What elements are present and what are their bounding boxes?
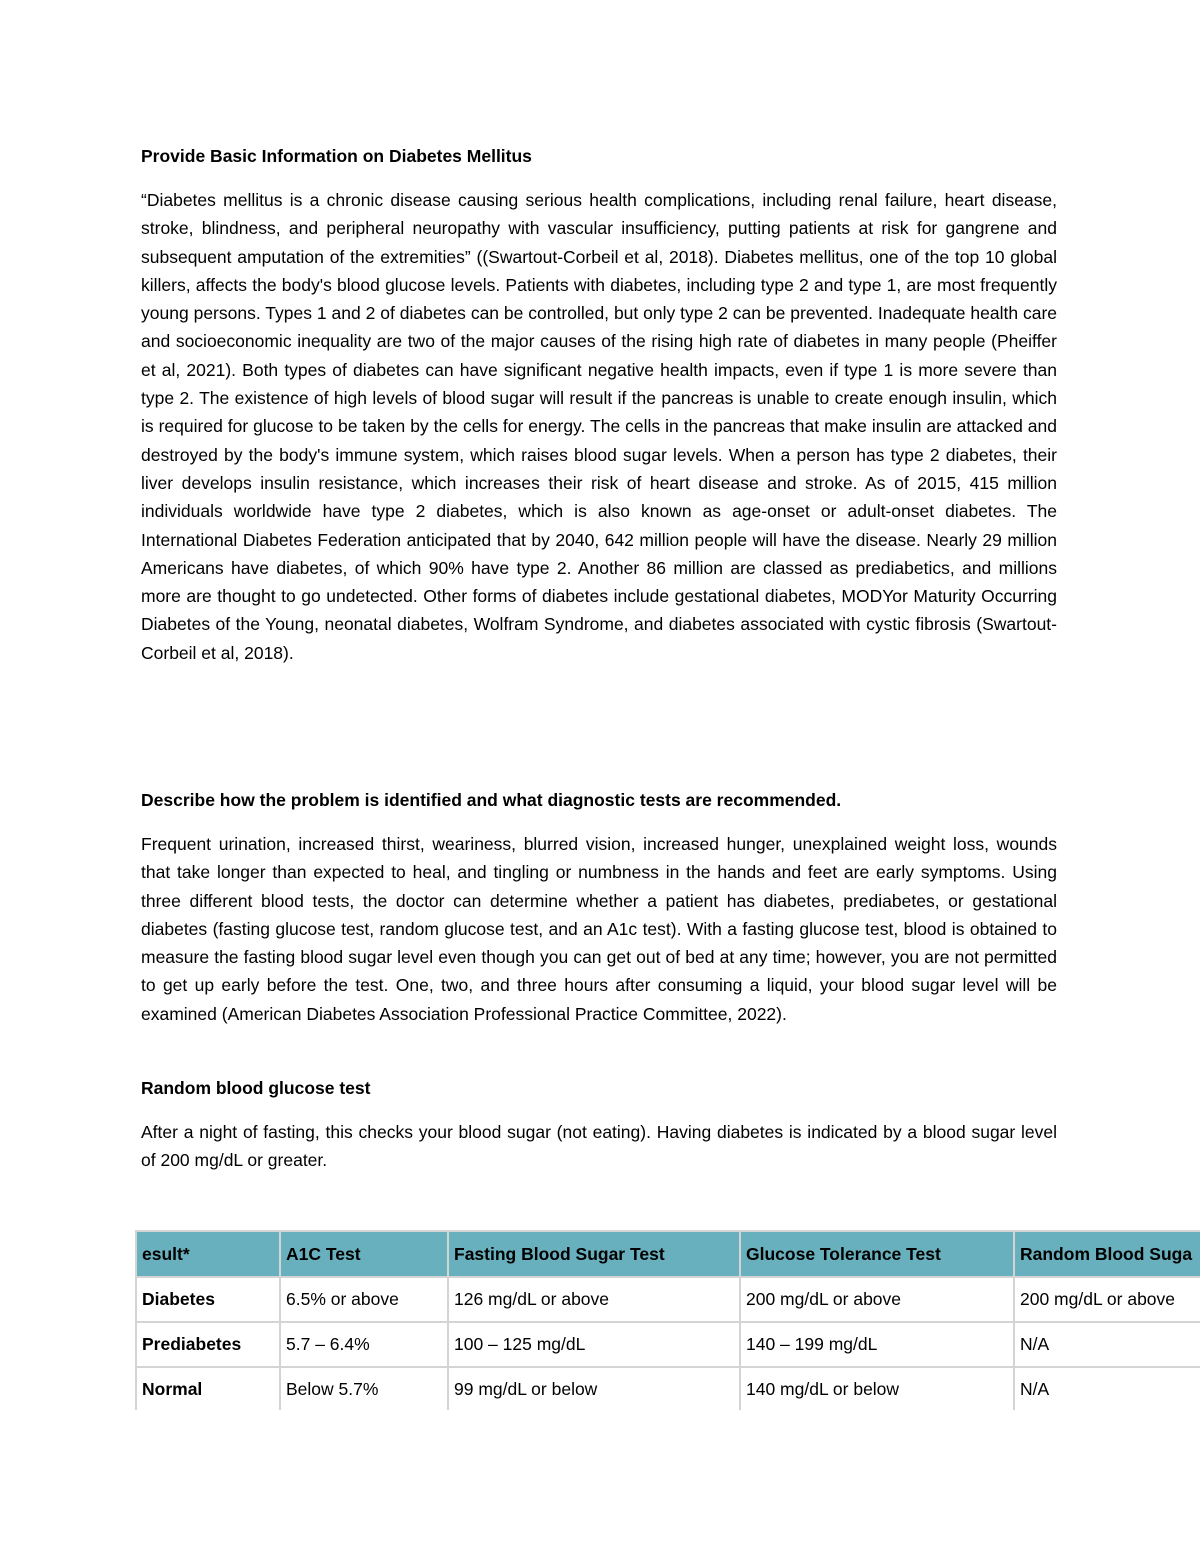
section-heading-basic-info: Provide Basic Information on Diabetes Mellitus — [141, 146, 532, 166]
table-header-row — [136, 1231, 1200, 1277]
section-heading-diagnosis: Describe how the problem is identified and what diagnostic tests are recommended. — [141, 790, 842, 810]
table-cell: N/A — [1014, 1322, 1200, 1367]
row-label-normal: Normal — [136, 1367, 280, 1410]
table-row — [136, 1322, 1200, 1367]
results-table — [135, 1230, 1200, 1410]
results-table-container — [135, 1230, 1200, 1410]
column-header-random: Random Blood Suga — [1014, 1231, 1200, 1277]
row-label-diabetes: Diabetes — [136, 1277, 280, 1322]
row-label-prediabetes: Prediabetes — [136, 1322, 280, 1367]
paragraph-random-glucose: After a night of fasting, this checks your blood sugar (not eating). Having diabetes is indicated by a blood sugar level of 200 mg/dL or greater. — [141, 1122, 1057, 1171]
table-cell: 126 mg/dL or above — [448, 1277, 740, 1322]
paragraph-diagnosis: Frequent urination, increased thirst, weariness, blurred vision, increased hunger, unexplained weight loss, wounds that take longer than expected to heal, and tingling or numbness in the hands and feet are early symptoms. Using three different blood tests, the doctor can determine whether a patient has diabetes, prediabetes, or gestational diabetes (fasting glucose test, random glucose test, and an A1c test). With a fasting glucose test, blood is obtained to measure the fasting blood sugar level even though you can get out of bed at any time; however, you are not permitted to get up early before the test. One, two, and three hours after consuming a liquid, your blood sugar level will be examined (American Diabetes Association Professional Practice Committee, 2022). — [141, 834, 1057, 1024]
table-row — [136, 1277, 1200, 1322]
table-cell: 5.7 – 6.4% — [280, 1322, 448, 1367]
table-cell: 200 mg/dL or above — [740, 1277, 1014, 1322]
column-header-a1c: A1C Test — [280, 1231, 448, 1277]
table-row — [136, 1367, 1200, 1410]
column-header-result: esult* — [136, 1231, 280, 1277]
section-heading-random-glucose: Random blood glucose test — [141, 1078, 371, 1098]
table-cell: 140 mg/dL or below — [740, 1367, 1014, 1410]
table-cell: Below 5.7% — [280, 1367, 448, 1410]
column-header-fasting: Fasting Blood Sugar Test — [448, 1231, 740, 1277]
column-header-glucose-tolerance: Glucose Tolerance Test — [740, 1231, 1014, 1277]
paragraph-basic-info: “Diabetes mellitus is a chronic disease causing serious health complications, including renal failure, heart disease, stroke, blindness, and peripheral neuropathy with vascular insufficiency, putting patients at risk for gangrene and subsequent amputation of the extremities” ((Swartout-Corbeil et al, 2018). Diabetes mellitus, one of the top 10 global killers, affects the body's blood glucose levels. Patients with diabetes, including type 2 and type 1, are most frequently young persons. Types 1 and 2 of diabetes can be controlled, but only type 2 can be prevented. Inadequate health care and socioeconomic inequality are two of the major causes of the rising high rate of diabetes in many people (Pheiffer et al, 2021). Both types of diabetes can have significant negative health impacts, even if type 1 is more severe than type 2. The existence of high levels of blood sugar will result if the pancreas is unable to create enough insulin, which is required for glucose to be taken by the cells for energy. The cells in the pancreas that make insulin are attacked and destroyed by the body's immune system, which raises blood sugar levels. When a person has type 2 diabetes, their liver develops insulin resistance, which increases their risk of heart disease and stroke. As of 2015, 415 million individuals worldwide have type 2 diabetes, which is also known as age-onset or adult-onset diabetes. The International Diabetes Federation anticipated that by 2040, 642 million people will have the disease. Nearly 29 million Americans have diabetes, of which 90% have type 2. Another 86 million are classed as prediabetics, and millions more are thought to go undetected. Other forms of diabetes include gestational diabetes, MODYor Maturity Occurring Diabetes of the Young, neonatal diabetes, Wolfram Syndrome, and diabetes associated with cystic fibrosis (Swartout-Corbeil et al, 2018). — [141, 190, 1057, 663]
table-cell: 100 – 125 mg/dL — [448, 1322, 740, 1367]
table-cell: N/A — [1014, 1367, 1200, 1410]
table-cell: 140 – 199 mg/dL — [740, 1322, 1014, 1367]
table-cell: 6.5% or above — [280, 1277, 448, 1322]
table-cell: 99 mg/dL or below — [448, 1367, 740, 1410]
table-cell: 200 mg/dL or above — [1014, 1277, 1200, 1322]
